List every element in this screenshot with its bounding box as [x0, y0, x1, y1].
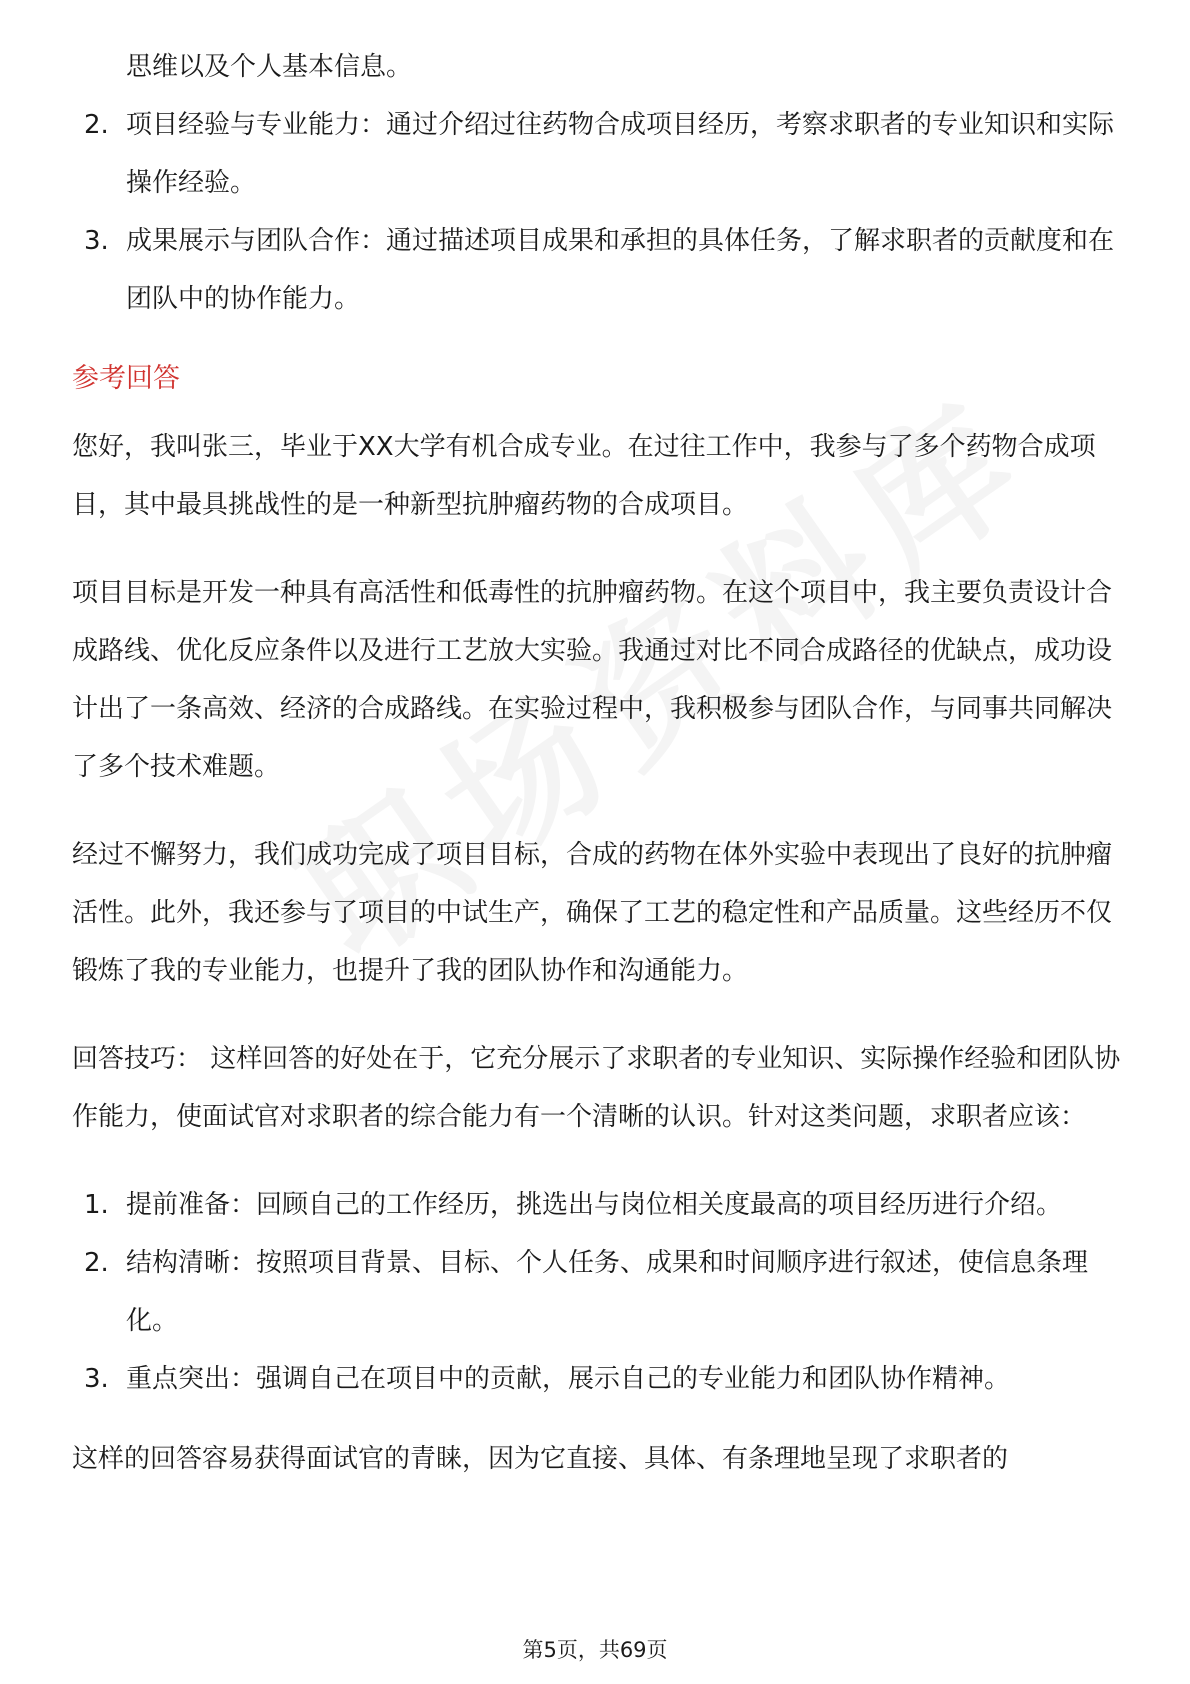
- list-item-text: 项目经验与专业能力：通过介绍过往药物合成项目经历，考察求职者的专业知识和实际操作经验。: [126, 110, 1115, 198]
- list-number: 3.: [84, 1364, 109, 1394]
- list-item: [72, 96, 1122, 212]
- list-item-text: 成果展示与团队合作：通过描述项目成果和承担的具体任务，了解求职者的贡献度和在团队中的协作能力。: [126, 226, 1115, 314]
- list-item: [72, 1350, 1122, 1408]
- list-number: 3.: [84, 226, 109, 256]
- paragraph: 这样的回答容易获得面试官的青睐，因为它直接、具体、有条理地呈现了求职者的: [72, 1444, 1009, 1474]
- page-content: [72, 38, 1122, 1518]
- list-item-text: 结构清晰：按照项目背景、目标、个人任务、成果和时间顺序进行叙述，使信息条理化。: [126, 1248, 1089, 1336]
- list-item: [72, 1176, 1122, 1234]
- page-number-footer: 第5页，共69页: [522, 1638, 668, 1662]
- list-item-text: 重点突出：强调自己在项目中的贡献，展示自己的专业能力和团队协作精神。: [126, 1364, 1011, 1394]
- list-number: 2.: [84, 110, 109, 140]
- answer-tips-paragraph: 回答技巧： 这样回答的好处在于，它充分展示了求职者的专业知识、实际操作经验和团队协作能力，使面试官对求职者的综合能力有一个清晰的认识。针对这类问题，求职者应该：: [72, 1044, 1121, 1132]
- list-item: [72, 1234, 1122, 1350]
- paragraph: 您好，我叫张三，毕业于XX大学有机合成专业。在过往工作中，我参与了多个药物合成项目，其中最具挑战性的是一种新型抗肿瘤药物的合成项目。: [72, 432, 1096, 520]
- paragraph: 经过不懈努力，我们成功完成了项目目标，合成的药物在体外实验中表现出了良好的抗肿瘤活性。此外，我还参与了项目的中试生产，确保了工艺的稳定性和产品质量。这些经历不仅锻炼了我的专业能力，也提升了我的团队协作和沟通能力。: [72, 840, 1113, 986]
- list-number: 2.: [84, 1248, 109, 1278]
- evaluation-points-list: [72, 96, 1122, 328]
- answer-tips-list: [72, 1176, 1122, 1408]
- list-item: [72, 212, 1122, 328]
- list-item-text: 提前准备：回顾自己的工作经历，挑选出与岗位相关度最高的项目经历进行介绍。: [126, 1190, 1063, 1220]
- section-heading: 参考回答: [72, 363, 180, 394]
- list-number: 1.: [84, 1190, 109, 1220]
- paragraph: 项目目标是开发一种具有高活性和低毒性的抗肿瘤药物。在这个项目中，我主要负责设计合成路线、优化反应条件以及进行工艺放大实验。我通过对比不同合成路径的优缺点，成功设计出了一条高效、经济的合成路线。在实验过程中，我积极参与团队合作，与同事共同解决了多个技术难题。: [72, 578, 1113, 782]
- continued-list-text: 思维以及个人基本信息。: [126, 52, 413, 82]
